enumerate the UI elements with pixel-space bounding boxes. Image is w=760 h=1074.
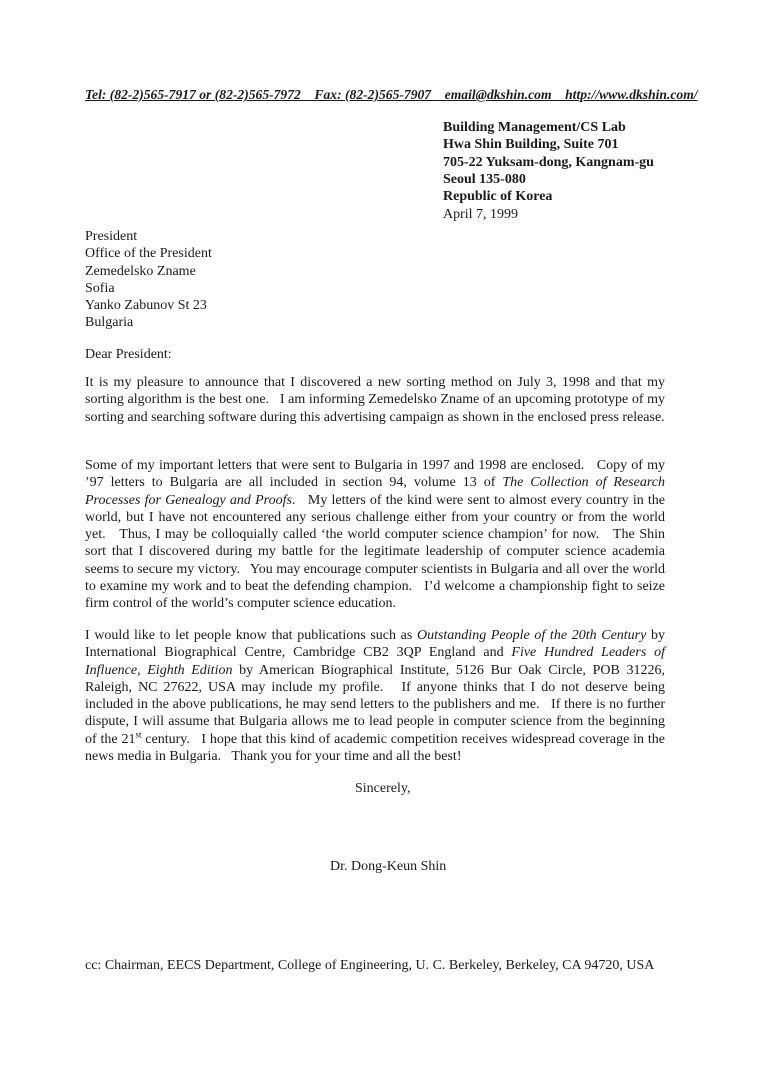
body-paragraph-2: Some of my important letters that were sent to Bulgaria in 1997 and 1998 are enclosed. Copy of my ’97 letters to Bulgaria are all included in section 94, volume 13 of The Collection of Research Processes for Genealogy and Proofs. My letters of the kind were sent to almost every country in the world, but I have not encountered any serious challenge either from your country or from the world yet. Thus, I may be colloquially called ‘the world computer science champion’ for now. The Shin sort that I discovered during my battle for the legitimate leadership of computer science academia seems to secure my victory. You may encourage computer scientists in Bulgaria and all over the world to examine my work and to beat the defending champion. I’d welcome a championship fight to seize firm control of the world’s computer science education. xyxy=(85,458,665,612)
recipient-address-line: President xyxy=(85,229,138,244)
body-paragraph-1: It is my pleasure to announce that I discovered a new sorting method on July 3, 1998 and that my sorting algorithm is the best one. I am informing Zemedelsko Zname of an upcoming prototype of my sorting and searching software during this advertising campaign as shown in the enclosed press release. xyxy=(85,375,665,425)
sender-address-line: Republic of Korea xyxy=(443,189,553,205)
sender-address-line: 705-22 Yuksam-dong, Kangnam-gu xyxy=(443,154,654,170)
recipient-address-line: Yanko Zabunov St 23 xyxy=(85,298,207,314)
date-line: April 7, 1999 xyxy=(443,207,519,222)
sender-address-line: Hwa Shin Building, Suite 701 xyxy=(443,137,619,153)
sender-address-block xyxy=(443,119,654,205)
recipient-address-line: Office of the President xyxy=(85,246,212,262)
contact-header-line: Tel: (82-2)565-7917 or (82-2)565-7972 Fax: (82-2)565-7907 email@dkshin.com http://www.dkshin.com/ xyxy=(85,87,698,102)
closing-line: Sincerely, xyxy=(355,781,411,796)
recipient-address-block xyxy=(85,228,212,332)
recipient-address-line: Bulgaria xyxy=(85,315,134,331)
recipient-address-line: Zemedelsko Zname xyxy=(85,263,196,279)
recipient-address-line: Sofia xyxy=(85,280,115,296)
body-paragraph-3: I would like to let people know that publications such as Outstanding People of the 20th Century by International Biographical Centre, Cambridge CB2 3QP England and Five Hundred Leaders of Influence, Eighth Edition by American Biographical Institute, 5126 Bur Oak Circle, POB 31226, Raleigh, NC 27622, USA may include my profile. If anyone thinks that I do not deserve being included in the above publications, he may send letters to the publishers and me. If there is no further dispute, I will assume that Bulgaria allows me to lead people in computer science from the beginning of the 21st century. I hope that this kind of academic competition receives widespread coverage in the news media in Bulgaria. Thank you for your time and all the best! xyxy=(85,628,666,765)
cc-line: cc: Chairman, EECS Department, College of Engineering, U. C. Berkeley, Berkeley, CA 94720, USA xyxy=(85,958,655,973)
signature-name: Dr. Dong-Keun Shin xyxy=(330,859,447,874)
salutation: Dear President: xyxy=(85,347,172,362)
sender-address-line: Seoul 135-080 xyxy=(443,171,526,187)
sender-address-line: Building Management/CS Lab xyxy=(443,120,626,135)
